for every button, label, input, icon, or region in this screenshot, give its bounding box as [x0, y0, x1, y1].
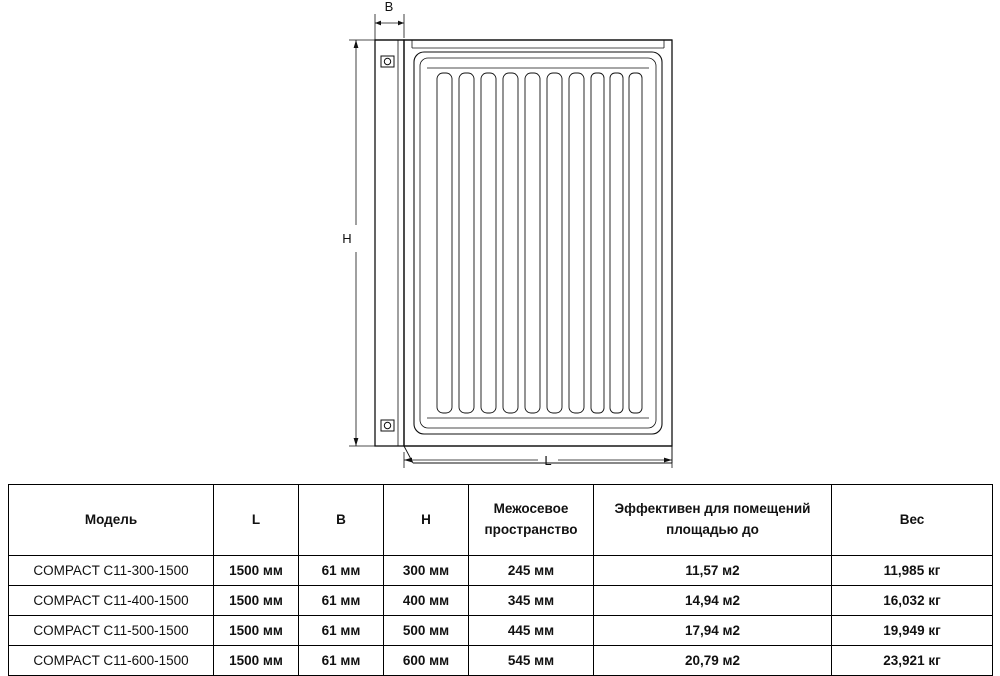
- column-header-weight: Вес: [832, 485, 993, 556]
- table-row: [9, 586, 993, 616]
- cell-h: 600 мм: [384, 646, 469, 676]
- column-header-effective-area-line2: площадью до: [666, 522, 759, 537]
- cell-b: 61 мм: [299, 586, 384, 616]
- cell-effective-area: 17,94 м2: [594, 616, 832, 646]
- cell-l: 1500 мм: [214, 586, 299, 616]
- column-header-effective-area-line1: Эффективен для помещений: [614, 501, 811, 517]
- column-header-axial-spacing-line2: пространство: [484, 522, 578, 537]
- column-header-axial-spacing: [469, 485, 594, 556]
- column-header-model: Модель: [9, 485, 214, 556]
- table-row: [9, 616, 993, 646]
- cell-effective-area: 20,79 м2: [594, 646, 832, 676]
- cell-model: COMPACT C11-600-1500: [9, 646, 214, 676]
- dimension-label-h: H: [342, 231, 352, 246]
- cell-l: 1500 мм: [214, 616, 299, 646]
- cell-b: 61 мм: [299, 616, 384, 646]
- table-row: [9, 556, 993, 586]
- cell-model: COMPACT C11-400-1500: [9, 586, 214, 616]
- column-header-effective-area: [594, 485, 832, 556]
- cell-b: 61 мм: [299, 556, 384, 586]
- cell-model: COMPACT C11-300-1500: [9, 556, 214, 586]
- cell-effective-area: 11,57 м2: [594, 556, 832, 586]
- cell-h: 300 мм: [384, 556, 469, 586]
- cell-h: 500 мм: [384, 616, 469, 646]
- cell-axial-spacing: 445 мм: [469, 616, 594, 646]
- cell-h: 400 мм: [384, 586, 469, 616]
- cell-l: 1500 мм: [214, 646, 299, 676]
- column-header-axial-spacing-line1: Межосевое: [493, 501, 569, 517]
- dimension-label-l: L: [544, 453, 552, 468]
- column-header-b: B: [299, 485, 384, 556]
- cell-weight: 23,921 кг: [832, 646, 993, 676]
- cell-weight: 16,032 кг: [832, 586, 993, 616]
- cell-weight: 19,949 кг: [832, 616, 993, 646]
- cell-axial-spacing: 545 мм: [469, 646, 594, 676]
- cell-l: 1500 мм: [214, 556, 299, 586]
- cell-effective-area: 14,94 м2: [594, 586, 832, 616]
- cell-b: 61 мм: [299, 646, 384, 676]
- column-header-l: L: [214, 485, 299, 556]
- table-row: [9, 646, 993, 676]
- cell-axial-spacing: 345 мм: [469, 586, 594, 616]
- cell-model: COMPACT C11-500-1500: [9, 616, 214, 646]
- cell-weight: 11,985 кг: [832, 556, 993, 586]
- spec-table-container: [8, 484, 992, 676]
- table-header-row: [9, 485, 993, 556]
- column-header-h: H: [384, 485, 469, 556]
- spec-table: [8, 484, 993, 676]
- cell-axial-spacing: 245 мм: [469, 556, 594, 586]
- dimension-label-b: B: [384, 0, 394, 14]
